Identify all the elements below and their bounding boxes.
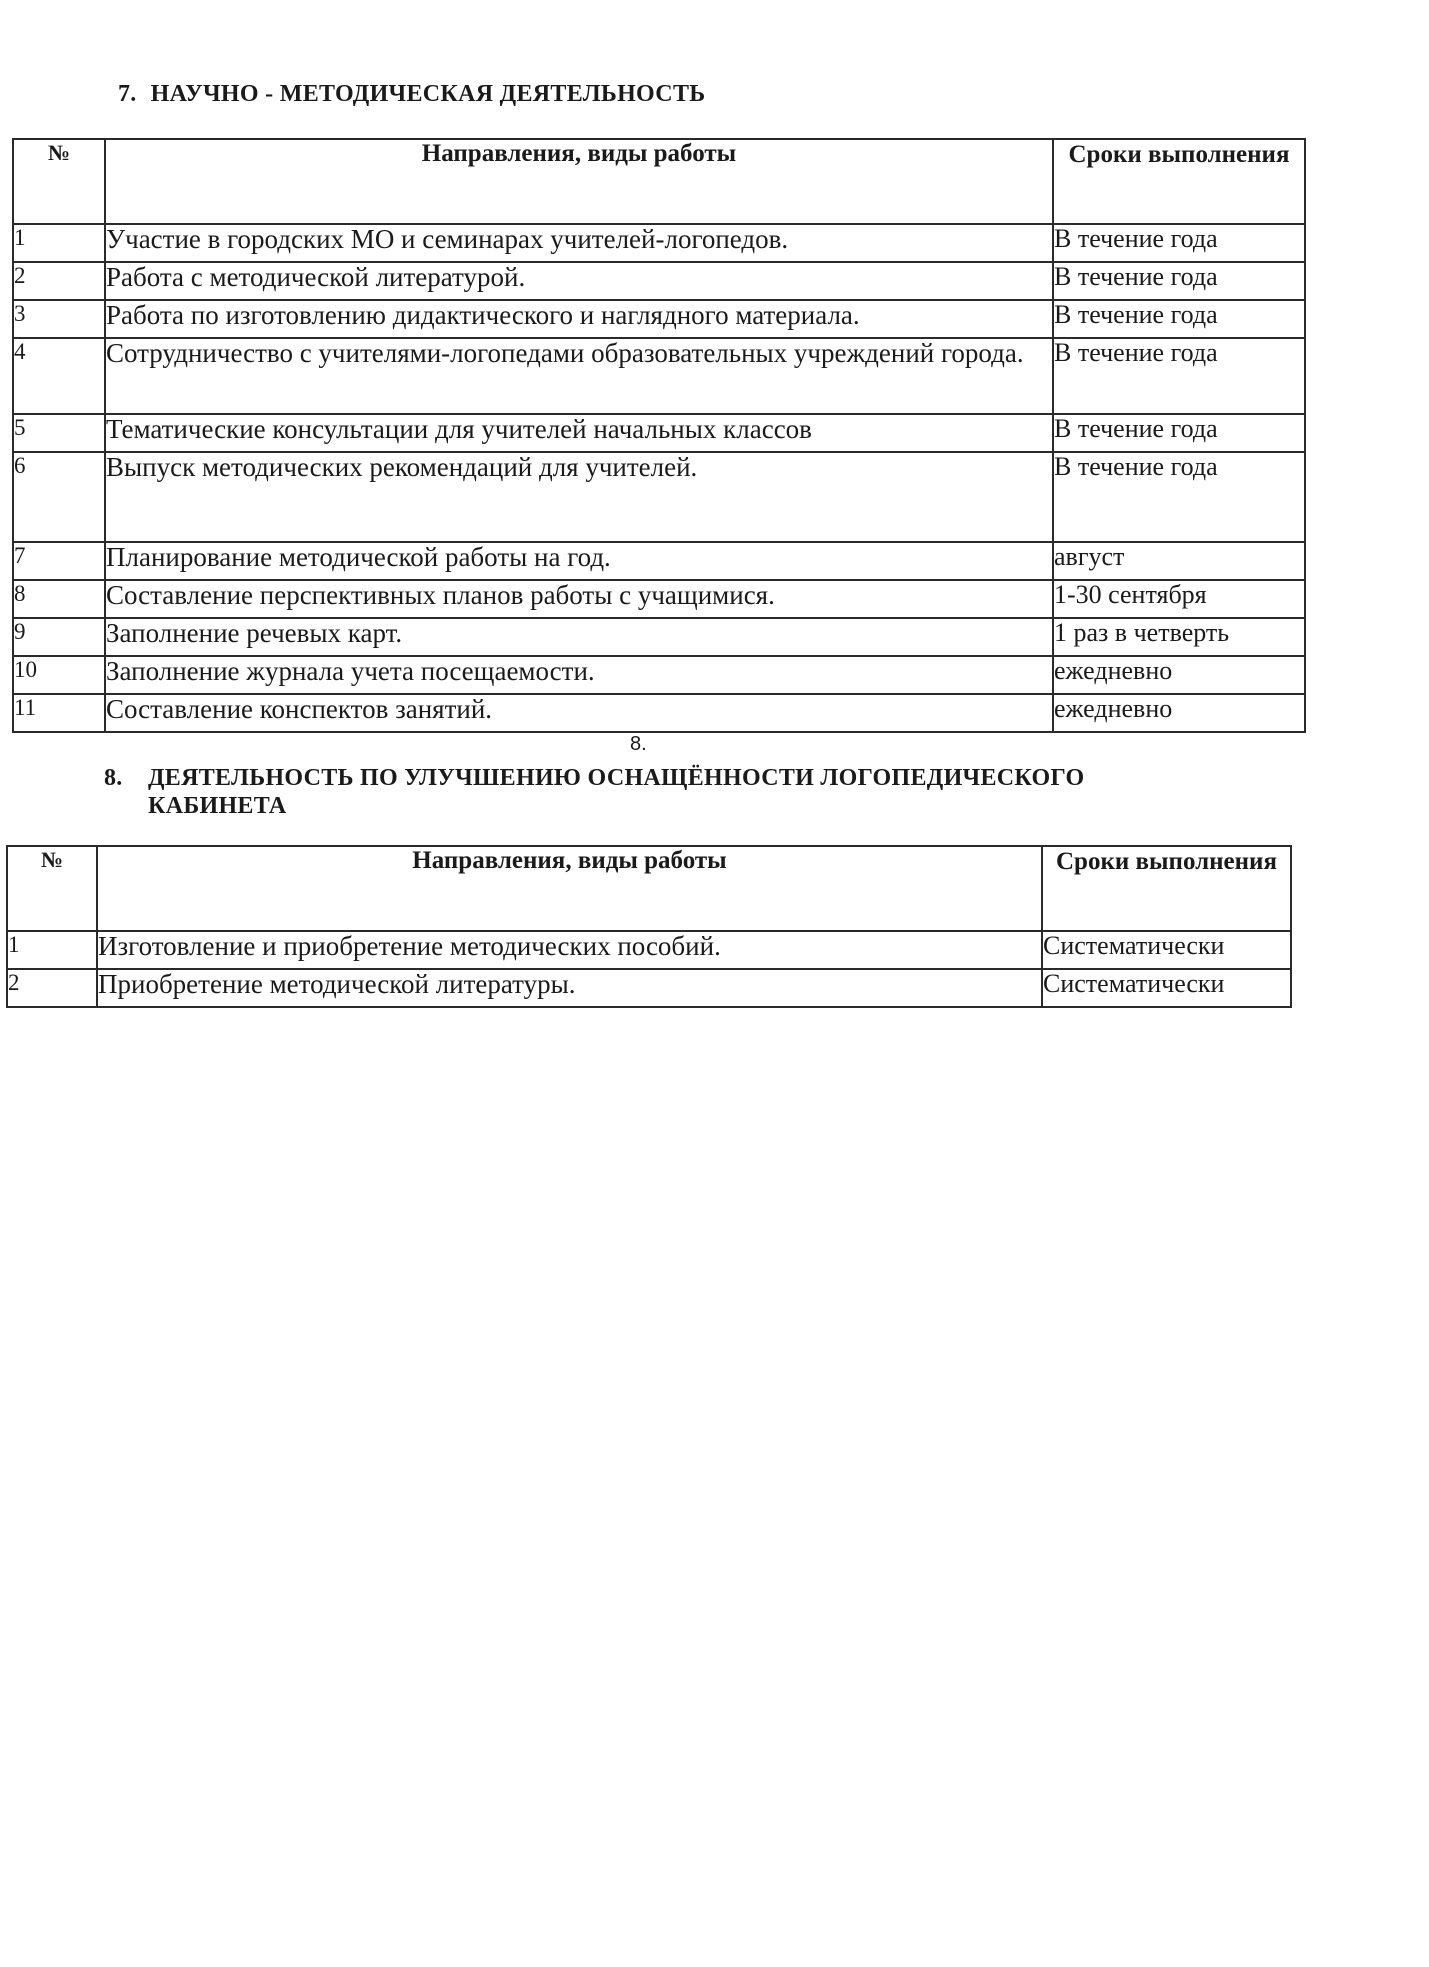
row-number: 11 <box>13 694 105 732</box>
header-deadline: Сроки выполнения <box>1053 139 1305 224</box>
section-8-title-line-1: ДЕЯТЕЛЬНОСТЬ ПО УЛУЧШЕНИЮ ОСНАЩЁННОСТИ ЛОГОПЕДИЧЕСКОГО <box>148 765 1085 791</box>
table-row <box>13 300 1305 338</box>
row-number: 2 <box>7 969 97 1007</box>
table-row <box>13 224 1305 262</box>
section-8-table <box>6 845 1292 1008</box>
row-deadline: В течение года <box>1053 452 1305 542</box>
table-row <box>13 656 1305 694</box>
row-number: 8 <box>13 580 105 618</box>
header-work-type: Направления, виды работы <box>97 846 1042 931</box>
section-7-heading <box>118 80 705 108</box>
table-header-row <box>13 139 1305 224</box>
row-work: Составление перспективных планов работы с учащимися. <box>105 580 1053 618</box>
row-deadline: 1 раз в четверть <box>1053 618 1305 656</box>
row-deadline: ежедневно <box>1053 656 1305 694</box>
table-row <box>13 694 1305 732</box>
row-work: Приобретение методической литературы. <box>97 969 1042 1007</box>
table-row <box>13 618 1305 656</box>
header-number: № <box>7 846 97 931</box>
section-7-number: 7. <box>118 81 137 107</box>
row-number: 2 <box>13 262 105 300</box>
row-deadline: август <box>1053 542 1305 580</box>
table-row <box>13 338 1305 414</box>
row-work: Работа по изготовлению дидактического и наглядного материала. <box>105 300 1053 338</box>
table-header-row <box>7 846 1291 931</box>
row-work: Участие в городских МО и семинарах учителей-логопедов. <box>105 224 1053 262</box>
table-row <box>13 262 1305 300</box>
row-number: 1 <box>13 224 105 262</box>
row-deadline: В течение года <box>1053 224 1305 262</box>
row-number: 4 <box>13 338 105 414</box>
table-row <box>7 931 1291 969</box>
row-number: 6 <box>13 452 105 542</box>
section-8-number: 8. <box>104 765 123 791</box>
table-row <box>13 414 1305 452</box>
row-work: Планирование методической работы на год. <box>105 542 1053 580</box>
row-work: Тематические консультации для учителей начальных классов <box>105 414 1053 452</box>
row-number: 7 <box>13 542 105 580</box>
page-number: 8. <box>630 733 647 755</box>
table-row <box>13 580 1305 618</box>
row-work: Выпуск методических рекомендаций для учителей. <box>105 452 1053 542</box>
row-number: 9 <box>13 618 105 656</box>
row-work: Работа с методической литературой. <box>105 262 1053 300</box>
row-deadline: В течение года <box>1053 414 1305 452</box>
row-deadline: Систематически <box>1042 931 1291 969</box>
row-deadline: В течение года <box>1053 262 1305 300</box>
row-work: Сотрудничество с учителями-логопедами образовательных учреждений города. <box>105 338 1053 414</box>
row-work: Заполнение журнала учета посещаемости. <box>105 656 1053 694</box>
row-deadline: Систематически <box>1042 969 1291 1007</box>
section-7-title: НАУЧНО - МЕТОДИЧЕСКАЯ ДЕЯТЕЛЬНОСТЬ <box>150 81 706 107</box>
header-number: № <box>13 139 105 224</box>
row-number: 1 <box>7 931 97 969</box>
row-deadline: 1-30 сентября <box>1053 580 1305 618</box>
row-work: Заполнение речевых карт. <box>105 618 1053 656</box>
row-deadline: В течение года <box>1053 338 1305 414</box>
row-deadline: ежедневно <box>1053 694 1305 732</box>
row-work: Составление конспектов занятий. <box>105 694 1053 732</box>
row-work: Изготовление и приобретение методических пособий. <box>97 931 1042 969</box>
section-8-title-line-2: КАБИНЕТА <box>148 793 287 819</box>
table-row <box>13 542 1305 580</box>
section-8-heading <box>104 764 1254 820</box>
table-row <box>13 452 1305 542</box>
row-number: 3 <box>13 300 105 338</box>
section-7-table <box>12 138 1306 733</box>
row-deadline: В течение года <box>1053 300 1305 338</box>
row-number: 5 <box>13 414 105 452</box>
row-number: 10 <box>13 656 105 694</box>
table-row <box>7 969 1291 1007</box>
header-work-type: Направления, виды работы <box>105 139 1053 224</box>
header-deadline: Сроки выполнения <box>1042 846 1291 931</box>
